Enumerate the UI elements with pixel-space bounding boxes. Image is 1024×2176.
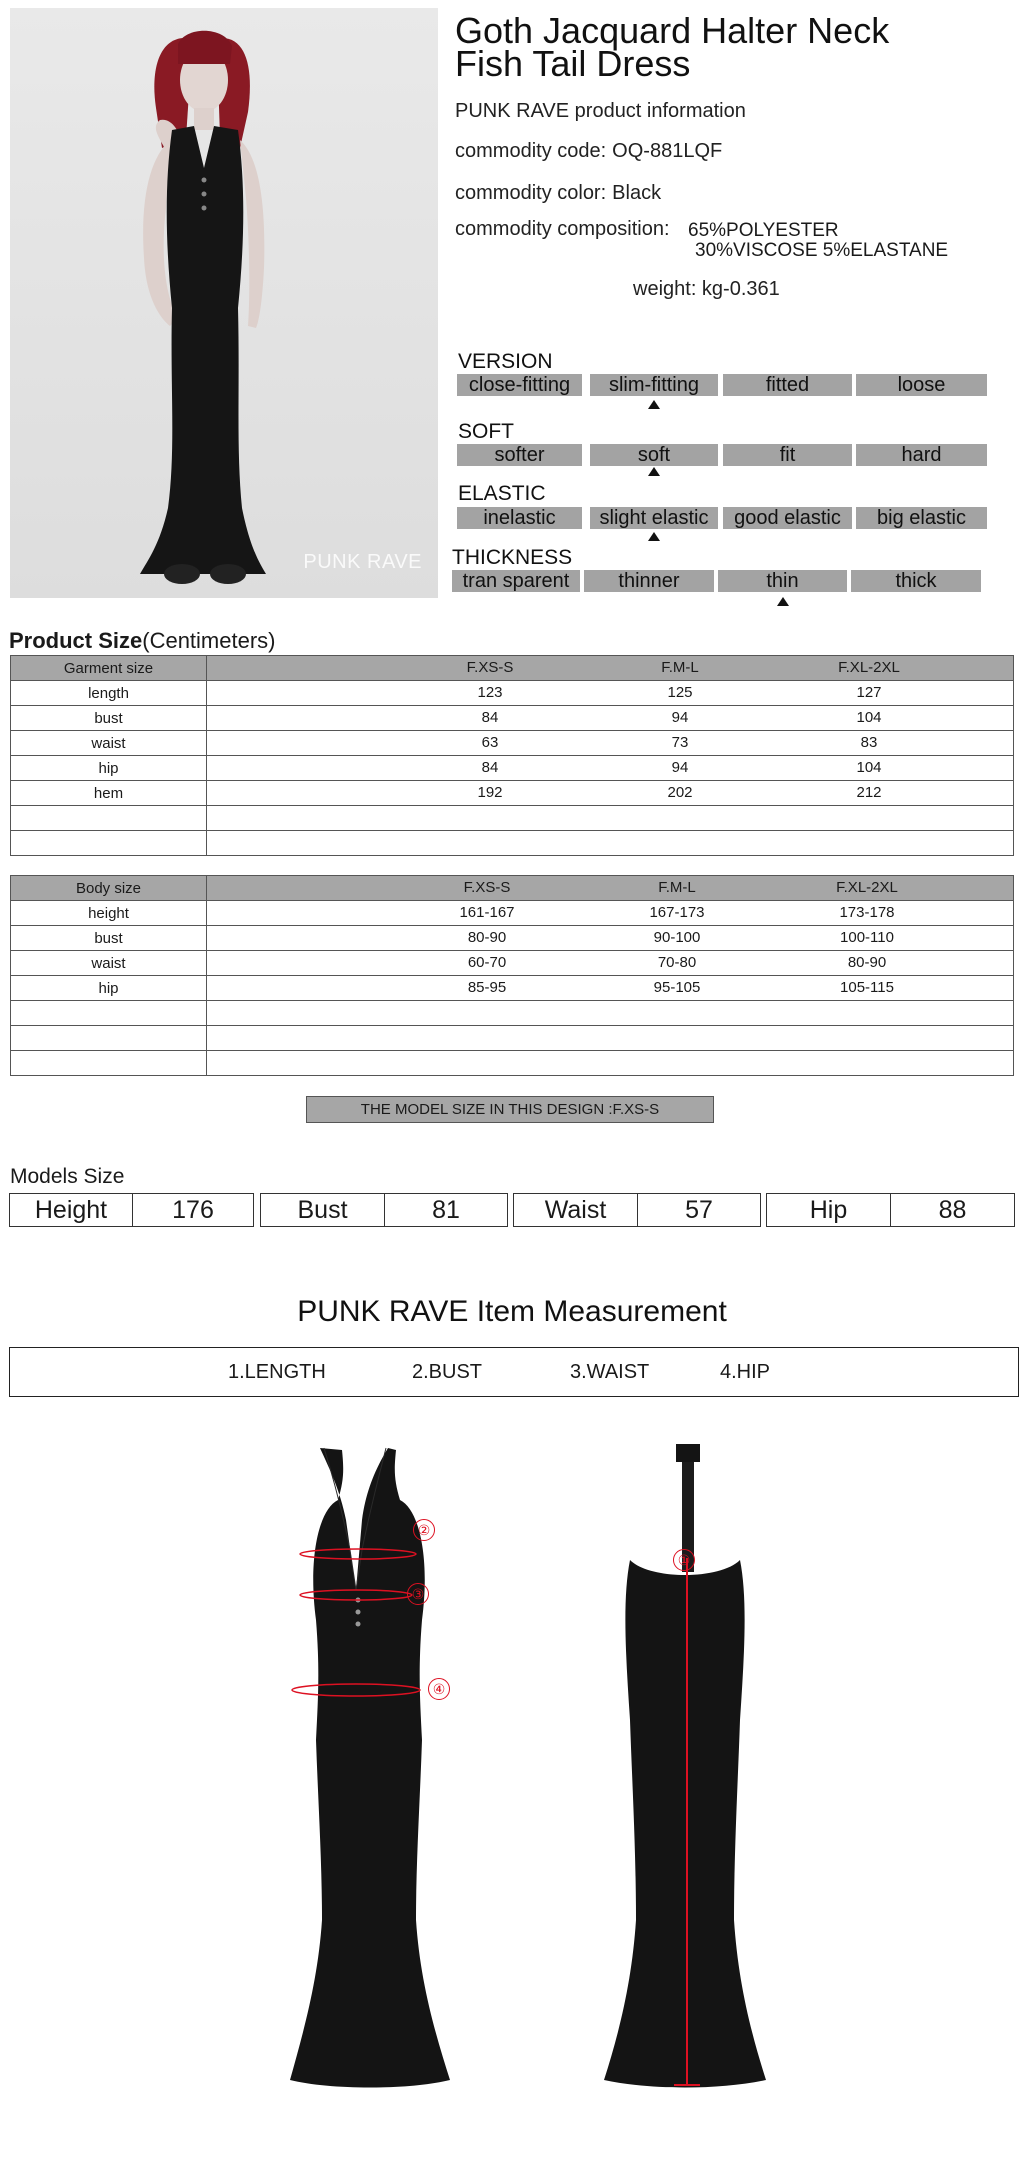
thickness-option-1: thinner xyxy=(584,570,714,592)
prop-label-thickness: THICKNESS xyxy=(452,546,573,569)
table-row xyxy=(11,1051,1014,1076)
row-values xyxy=(207,681,1014,706)
row-label xyxy=(11,806,207,831)
soft-option-0: softer xyxy=(457,444,582,466)
commodity-code-row xyxy=(455,140,722,163)
row-values xyxy=(207,831,1014,856)
table-row xyxy=(11,901,1014,926)
cell-value: 94 xyxy=(671,709,689,726)
models-size-waist xyxy=(513,1193,761,1227)
cell-value: 167-173 xyxy=(649,904,705,921)
cell-value: 73 xyxy=(671,734,689,751)
measurement-title: PUNK RAVE Item Measurement xyxy=(297,1295,727,1328)
thickness-option-2: thin xyxy=(718,570,847,592)
elastic-option-0: inelastic xyxy=(457,507,582,529)
cell-value: 90-100 xyxy=(653,929,701,946)
cell-value: 84 xyxy=(481,759,499,776)
table-row xyxy=(11,926,1014,951)
table-row xyxy=(11,976,1014,1001)
row-label xyxy=(11,831,207,856)
table-row xyxy=(11,1001,1014,1026)
measure-item-waist: 3.WAIST xyxy=(570,1361,650,1383)
product-title-line2: Fish Tail Dress xyxy=(455,43,691,84)
table-row xyxy=(11,756,1014,781)
models-size-value: 57 xyxy=(685,1196,713,1224)
cell-value: 63 xyxy=(481,734,499,751)
thickness-option-3: thick xyxy=(851,570,981,592)
dress-back-figure xyxy=(590,1440,780,2100)
row-values xyxy=(207,901,1014,926)
weight: weight: kg-0.361 xyxy=(633,278,780,300)
table-row xyxy=(11,706,1014,731)
row-label: hip xyxy=(11,976,207,1001)
header-size: F.XL-2XL xyxy=(836,879,898,896)
models-size-hip xyxy=(766,1193,1015,1227)
model-size-note: THE MODEL SIZE IN THIS DESIGN :F.XS-S xyxy=(306,1096,714,1123)
cell-value: 60-70 xyxy=(467,954,507,971)
cell-value: 85-95 xyxy=(467,979,507,996)
garment-size-table xyxy=(10,655,1014,856)
cell-value: 202 xyxy=(667,784,693,801)
version-option-0: close-fitting xyxy=(457,374,582,396)
row-values xyxy=(207,731,1014,756)
row-label xyxy=(11,1051,207,1076)
table-row xyxy=(11,1026,1014,1051)
soft-marker xyxy=(648,467,660,476)
dress-front-figure xyxy=(270,1440,470,2100)
row-values xyxy=(207,1026,1014,1051)
models-size-value: 176 xyxy=(172,1196,214,1224)
models-size-label: Bust xyxy=(297,1196,348,1224)
elastic-marker xyxy=(648,532,660,541)
cell-value: 80-90 xyxy=(847,954,887,971)
cell-value: 104 xyxy=(856,709,882,726)
row-label: length xyxy=(11,681,207,706)
version-marker xyxy=(648,400,660,409)
table-row xyxy=(11,781,1014,806)
cell-value: 80-90 xyxy=(467,929,507,946)
row-label: waist xyxy=(11,731,207,756)
table-row xyxy=(11,806,1014,831)
thickness-option-0: tran sparent xyxy=(452,570,580,592)
row-label xyxy=(11,1026,207,1051)
dress-back-view xyxy=(590,1440,780,2100)
table-row xyxy=(11,831,1014,856)
row-label: waist xyxy=(11,951,207,976)
soft-option-2: fit xyxy=(723,444,852,466)
row-values xyxy=(207,781,1014,806)
models-size-value: 88 xyxy=(938,1196,967,1224)
row-label: height xyxy=(11,901,207,926)
body-header-sizes xyxy=(207,876,1014,901)
header-size: F.XL-2XL xyxy=(838,659,900,676)
row-values xyxy=(207,1051,1014,1076)
row-values xyxy=(207,756,1014,781)
models-size-value: 81 xyxy=(432,1196,460,1224)
row-label: hem xyxy=(11,781,207,806)
commodity-code-value: OQ-881LQF xyxy=(612,140,723,162)
version-option-1: slim-fitting xyxy=(590,374,718,396)
product-title xyxy=(455,10,1015,84)
elastic-option-2: good elastic xyxy=(723,507,852,529)
thickness-marker xyxy=(777,597,789,606)
body-header-label: Body size xyxy=(11,876,207,901)
cell-value: 161-167 xyxy=(459,904,515,921)
marker-waist: ③ xyxy=(407,1583,429,1605)
prop-label-version: VERSION xyxy=(458,350,553,373)
commodity-color-row xyxy=(455,182,661,205)
product-size-unit: (Centimeters) xyxy=(142,628,276,653)
row-label: hip xyxy=(11,756,207,781)
row-values xyxy=(207,806,1014,831)
garment-header-sizes xyxy=(207,656,1014,681)
cell-value: 100-110 xyxy=(840,929,894,946)
header-size: F.XS-S xyxy=(466,659,514,676)
composition-line2: 30%VISCOSE 5%ELASTANE xyxy=(695,240,949,261)
table-row xyxy=(11,656,1014,681)
measure-item-hip: 4.HIP xyxy=(720,1361,771,1383)
soft-option-1: soft xyxy=(590,444,718,466)
models-size-bust xyxy=(260,1193,508,1227)
marker-hip: ④ xyxy=(428,1678,450,1700)
commodity-code-label: commodity code: xyxy=(455,140,607,162)
cell-value: 123 xyxy=(477,684,503,701)
body-size-table xyxy=(10,875,1014,1076)
commodity-color-label: commodity color: xyxy=(455,182,607,204)
cell-value: 94 xyxy=(671,759,689,776)
table-row xyxy=(11,681,1014,706)
measure-item-length: 1.LENGTH xyxy=(228,1361,326,1383)
brand-info: PUNK RAVE product information xyxy=(455,100,746,122)
cell-value: 84 xyxy=(481,709,499,726)
measure-item-bust: 2.BUST xyxy=(412,1361,483,1383)
models-size-heading: Models Size xyxy=(10,1165,125,1188)
cell-value: 95-105 xyxy=(653,979,701,996)
marker-length: ① xyxy=(673,1549,695,1571)
product-size-title: Product Size xyxy=(9,628,143,653)
models-size-label: Waist xyxy=(544,1196,607,1224)
cell-value: 173-178 xyxy=(839,904,895,921)
cell-value: 212 xyxy=(856,784,882,801)
row-values xyxy=(207,951,1014,976)
commodity-color-value: Black xyxy=(612,182,662,204)
cell-value: 70-80 xyxy=(657,954,697,971)
row-label xyxy=(11,1001,207,1026)
version-option-3: loose xyxy=(856,374,987,396)
cell-value: 105-115 xyxy=(840,979,894,996)
row-label: bust xyxy=(11,706,207,731)
table-row xyxy=(11,951,1014,976)
marker-bust: ② xyxy=(413,1519,435,1541)
header-size: F.M-L xyxy=(661,659,699,676)
product-title-line1: Goth Jacquard Halter Neck xyxy=(455,10,890,51)
model-figure xyxy=(10,8,438,598)
header-size: F.M-L xyxy=(658,879,696,896)
soft-option-3: hard xyxy=(856,444,987,466)
cell-value: 104 xyxy=(856,759,882,776)
table-row xyxy=(11,876,1014,901)
composition-line1: 65%POLYESTER xyxy=(688,220,839,241)
row-values xyxy=(207,706,1014,731)
models-size-height xyxy=(9,1193,254,1227)
prop-label-elastic: ELASTIC xyxy=(458,482,546,505)
row-label: bust xyxy=(11,926,207,951)
models-size-label: Height xyxy=(34,1196,108,1224)
garment-header-label: Garment size xyxy=(11,656,207,681)
models-size-label: Hip xyxy=(809,1196,848,1224)
model-photo xyxy=(10,8,438,598)
cell-value: 83 xyxy=(860,734,878,751)
cell-value: 192 xyxy=(477,784,503,801)
photo-watermark: PUNK RAVE xyxy=(303,551,422,573)
row-values xyxy=(207,926,1014,951)
version-option-2: fitted xyxy=(723,374,852,396)
elastic-option-1: slight elastic xyxy=(590,507,718,529)
measurement-legend-box xyxy=(9,1347,1019,1397)
cell-value: 125 xyxy=(667,684,693,701)
commodity-composition-label: commodity composition: xyxy=(455,218,670,240)
header-size: F.XS-S xyxy=(463,879,511,896)
row-values xyxy=(207,976,1014,1001)
dress-front-view xyxy=(270,1440,470,2100)
elastic-option-3: big elastic xyxy=(856,507,987,529)
prop-label-soft: SOFT xyxy=(458,420,514,443)
table-row xyxy=(11,731,1014,756)
cell-value: 127 xyxy=(856,684,882,701)
row-values xyxy=(207,1001,1014,1026)
product-size-heading xyxy=(9,628,276,654)
